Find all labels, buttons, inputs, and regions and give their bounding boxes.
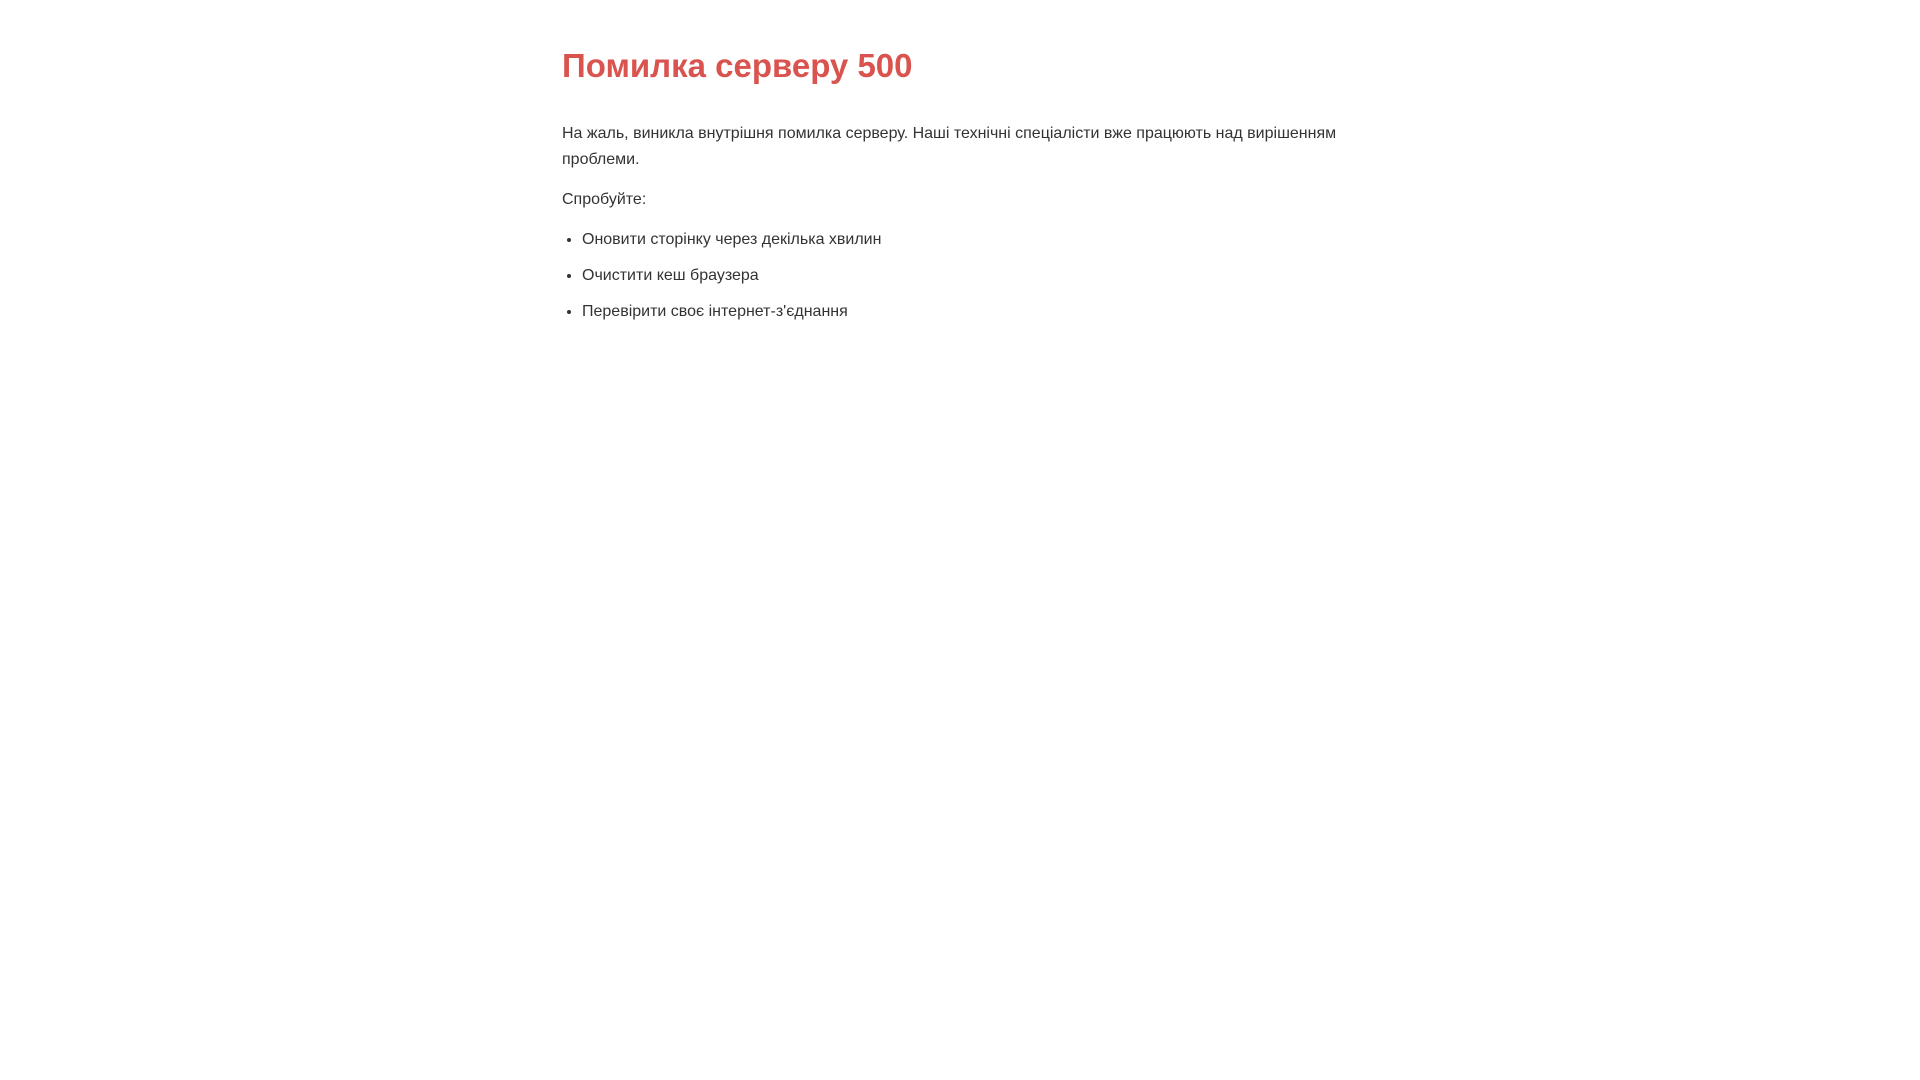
try-label: Спробуйте: xyxy=(562,191,647,208)
suggestion-check-connection: • Перевірити своє інтернет-з'єднання xyxy=(582,299,1358,325)
error-title: Помилка серверу 500 xyxy=(562,47,913,84)
suggestion-clear-cache: • Очистити кеш браузера xyxy=(582,263,1358,289)
suggestion-list xyxy=(562,227,1358,325)
error-description: На жаль, виникла внутрішня помилка серверу. Наші технічні спеціалісти вже працюють над вирішенням проблеми. xyxy=(562,125,1337,168)
error-page-content xyxy=(562,38,1358,335)
suggestion-refresh: • Оновити сторінку через декілька хвилин xyxy=(582,227,1358,253)
